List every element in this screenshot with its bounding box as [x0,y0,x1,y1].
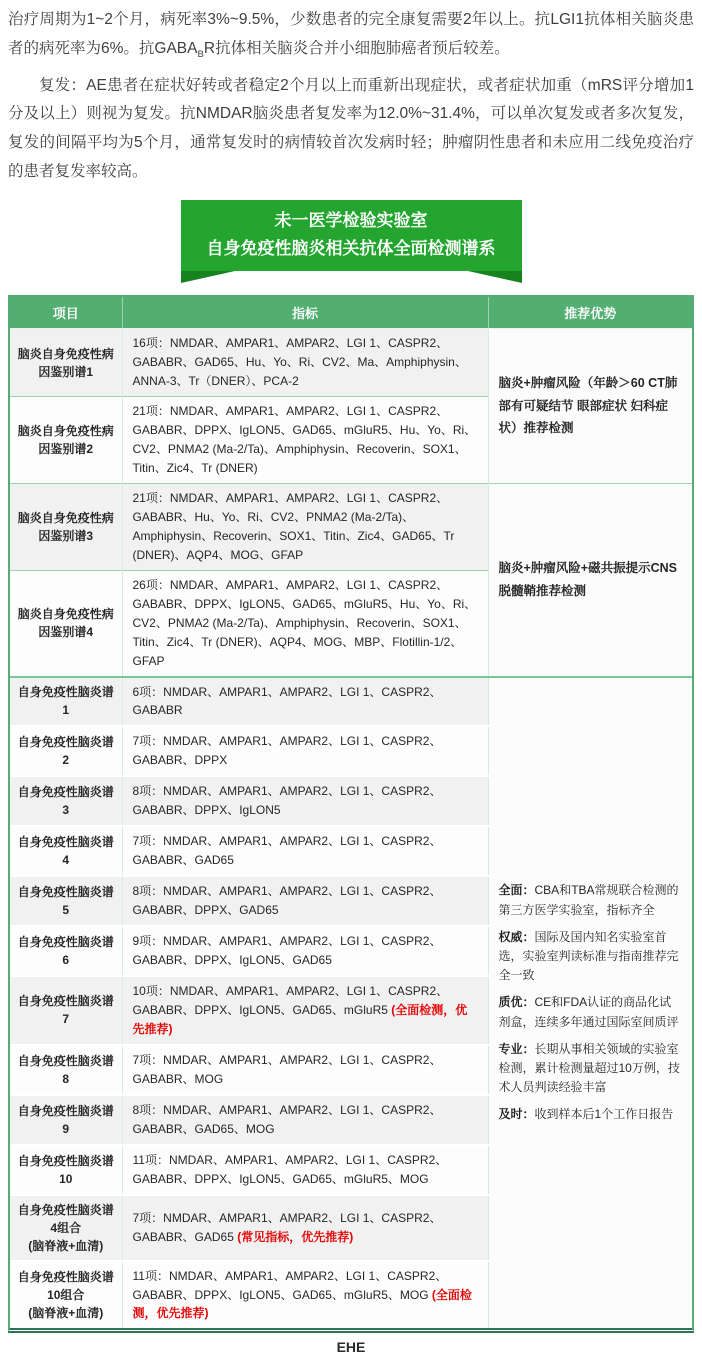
panel-row-s1-1 [10,329,692,397]
intro-text [0,4,702,186]
advantage-item [499,993,683,1031]
antibody-panel-table [10,297,692,1328]
indicators-text: 9项：NMDAR、AMPAR1、AMPAR2、LGI 1、CASPR2、GABABR、DPPX、IgLON5、GAD65 [132,934,442,968]
panel-indicators-cell [122,1095,488,1145]
indicators-text: 8项：NMDAR、AMPAR1、AMPAR2、LGI 1、CASPR2、GABABR、DPPX、GAD65 [132,884,442,918]
advantage-item [499,928,683,986]
panel-name-cell: 脑炎自身免疫性病因鉴别谱3 [10,483,122,570]
indicators-text: 7项：NMDAR、AMPAR1、AMPAR2、LGI 1、CASPR2、GABABR、DPPX [132,734,442,768]
panel-name-cell: 自身免疫性脑炎谱7 [10,976,122,1045]
col-header-project: 项目 [10,297,122,329]
advantage-text: 国际及国内知名实验室首选，实验室判读标准与指南推荐完全一致 [498,929,679,983]
ribbon-fold-left-icon [181,271,235,283]
panel-name: 自身免疫性脑炎谱10组合 [17,1269,114,1302]
indicators-text: 16项：NMDAR、AMPAR1、AMPAR2、LGI 1、CASPR2、GABABR、GAD65、Hu、Yo、Ri、CV2、Ma、Amphiphysin、ANNA-3、Tr（DNER）、PCA-2 [132,336,467,389]
advantage-label: 全面： [498,883,535,898]
panel-indicators-cell [122,976,488,1045]
panel-name-cell: 自身免疫性脑炎谱1 [10,677,122,727]
panel-name-cell: 自身免疫性脑炎谱10 [10,1145,122,1195]
panel-indicators-cell [122,776,488,826]
indicators-text: 6项：NMDAR、AMPAR1、AMPAR2、LGI 1、CASPR2、GABABR [132,684,442,718]
advantage-label: 及时： [498,1107,535,1122]
advantage-cell-tumor-risk: 脑炎+肿瘤风险（年龄＞60 CT肺部有可疑结节 眼部症状 妇科症状）推荐检测 [488,329,692,484]
panel-name-cell: 脑炎自身免疫性病因鉴别谱2 [10,397,122,484]
panel-name-cell: 自身免疫性脑炎谱9 [10,1095,122,1145]
ribbon-fold-right-icon [468,271,522,283]
paragraph-relapse: 复发：AE患者在症状好转或者稳定2个月以上而重新出现症状，或者症状加重（mRS评分增加1分及以上）则视为复发。抗NMDAR脑炎患者复发率为12.0%~31.4%，可以单次复发或者多次复发，复发的间隔平均为5个月，通常复发时的病情较首次发病时轻；肿瘤阴性患者和未应用二线免疫治疗的患者复发率较高。 [8,76,694,180]
panel-name-cell: 脑炎自身免疫性病因鉴别谱1 [10,329,122,397]
priority-note: (全面检测，优先推荐) [132,1002,468,1036]
col-header-indicators: 指标 [122,297,488,329]
col-header-advantage: 推荐优势 [488,297,692,329]
advantage-text: 长期从事相关领域的实验室检测，累计检测量超过10万例，技术人员判读经验丰富 [498,1041,680,1095]
advantage-text: CBA和TBA常规联合检测的第三方医学实验室，指标齐全 [498,883,679,917]
panel-row-s1-3 [10,483,692,570]
panel-indicators-cell [122,570,488,676]
advantage-cell-cns-demyelination: 脑炎+肿瘤风险+磁共振提示CNS脱髓鞘推荐检测 [488,483,692,676]
paragraph-treatment [8,6,694,64]
panel-indicators-cell [122,876,488,926]
priority-note: (常见指标，优先推荐) [233,1229,354,1244]
panel-name-cell: 自身免疫性脑炎谱6 [10,926,122,976]
panel-indicators-cell [122,1195,488,1261]
advantage-item [499,1105,683,1124]
priority-note: (全面检测，优先推荐) [132,1287,472,1321]
indicators-text: 21项：NMDAR、AMPAR1、AMPAR2、LGI 1、CASPR2、GABABR、Hu、Yo、Ri、CV2、PNMA2 (Ma-2/Ta)、Amphiphysin、Recoverin、SOX1、Titin、Zic4、GAD65、Tr (DNER)、AQP4、MOG、GFAP [132,490,455,562]
panel-name-cell: 自身免疫性脑炎谱8 [10,1045,122,1095]
advantage-label: 质优： [498,995,535,1010]
para1-pre: 治疗周期为1~2个月，病死率3%~9.5%，少数患者的完全康复需要2年以上。抗LGI1抗体相关脑炎患者的病死率为6%。抗GABA [8,11,694,57]
banner-title-line2: 自身免疫性脑炎相关抗体全面检测谱系 [206,238,496,258]
panel-name-cell [10,1261,122,1329]
advantage-label: 专业： [498,1041,535,1056]
advantage-label: 权威： [498,929,535,944]
advantage-item [499,1040,683,1098]
panel-indicators-cell [122,726,488,776]
panel-indicators-cell [122,677,488,727]
panel-indicators-cell [122,1261,488,1329]
indicators-text: 7项：NMDAR、AMPAR1、AMPAR2、LGI 1、CASPR2、GABABR、GAD65 [132,834,442,868]
panel-indicators-cell [122,329,488,397]
panel-name-cell: 脑炎自身免疫性病因鉴别谱4 [10,570,122,676]
panel-name: 自身免疫性脑炎谱4组合 [17,1202,114,1235]
panel-indicators-cell [122,483,488,570]
indicators-text: 7项：NMDAR、AMPAR1、AMPAR2、LGI 1、CASPR2、GABABR、GAD65 [132,1210,442,1244]
panel-name-cell: 自身免疫性脑炎谱5 [10,876,122,926]
para1-post: R抗体相关脑炎合并小细胞肺癌者预后较差。 [203,39,510,57]
para1-subscript: B [197,48,204,60]
panel-name-cell: 自身免疫性脑炎谱3 [10,776,122,826]
panel-row-s2-1 [10,677,692,727]
indicators-text: 11项：NMDAR、AMPAR1、AMPAR2、LGI 1、CASPR2、GABABR、DPPX、IgLON5、GAD65、mGluR5、MOG [132,1152,448,1186]
indicators-text: 21项：NMDAR、AMPAR1、AMPAR2、LGI 1、CASPR2、GABABR、DPPX、IgLON5、GAD65、mGluR5、Hu、Yo、Ri、CV2、PNMA2 (Ma-2/Ta)、Amphiphysin、Recoverin、SOX1、Titin、Zic4、Tr (DNER) [132,404,477,475]
indicators-text: 10项：NMDAR、AMPAR1、AMPAR2、LGI 1、CASPR2、GABABR、DPPX、IgLON5、GAD65、mGluR5 [132,983,449,1017]
banner-title-line1: 未一医学检验实验室 [274,211,428,231]
panel-indicators-cell [122,397,488,484]
advantage-text: 收到样本后1个工作日报告 [534,1107,674,1122]
panel-sample-type: (脑脊液+血清) [28,1238,104,1253]
advantage-text: CE和FDA认证的商品化试剂盒，连续多年通过国际室间质评 [498,995,679,1029]
indicators-text: 8项：NMDAR、AMPAR1、AMPAR2、LGI 1、CASPR2、GABABR、GAD65、MOG [132,1102,442,1136]
advantage-cell-lab-strengths [488,677,692,1329]
table-header-row [10,297,692,329]
panel-indicators-cell [122,1145,488,1195]
advantage-item [499,881,683,919]
panel-name-cell [10,1195,122,1261]
panel-indicators-cell [122,826,488,876]
antibody-panel-table-frame [8,295,694,1333]
panel-name-cell: 自身免疫性脑炎谱2 [10,726,122,776]
banner-area [0,200,702,285]
panel-indicators-cell [122,1045,488,1095]
indicators-text: 8项：NMDAR、AMPAR1、AMPAR2、LGI 1、CASPR2、GABABR、DPPX、IgLON5 [132,784,442,818]
indicators-text: 7项：NMDAR、AMPAR1、AMPAR2、LGI 1、CASPR2、GABABR、MOG [132,1052,442,1086]
panel-indicators-cell [122,926,488,976]
indicators-text: 11项：NMDAR、AMPAR1、AMPAR2、LGI 1、CASPR2、GABABR、DPPX、IgLON5、GAD65、mGluR5、MOG [132,1268,448,1302]
lab-ribbon-banner [181,200,522,271]
indicators-text: 26项：NMDAR、AMPAR1、AMPAR2、LGI 1、CASPR2、GABABR、DPPX、IgLON5、GAD65、mGluR5、Hu、Yo、Ri、CV2、PNMA2 (Ma-2/Ta)、Amphiphysin、Recoverin、SOX1、Titin、Zic4、Tr (DNER)、AQP4、MOG、MBP、Flotillin-1/2、GFAP [132,577,477,668]
panel-sample-type: (脑脊液+血清) [28,1305,104,1320]
cutoff-text-sliver: EHE [336,1339,366,1355]
panel-name-cell: 自身免疫性脑炎谱4 [10,826,122,876]
